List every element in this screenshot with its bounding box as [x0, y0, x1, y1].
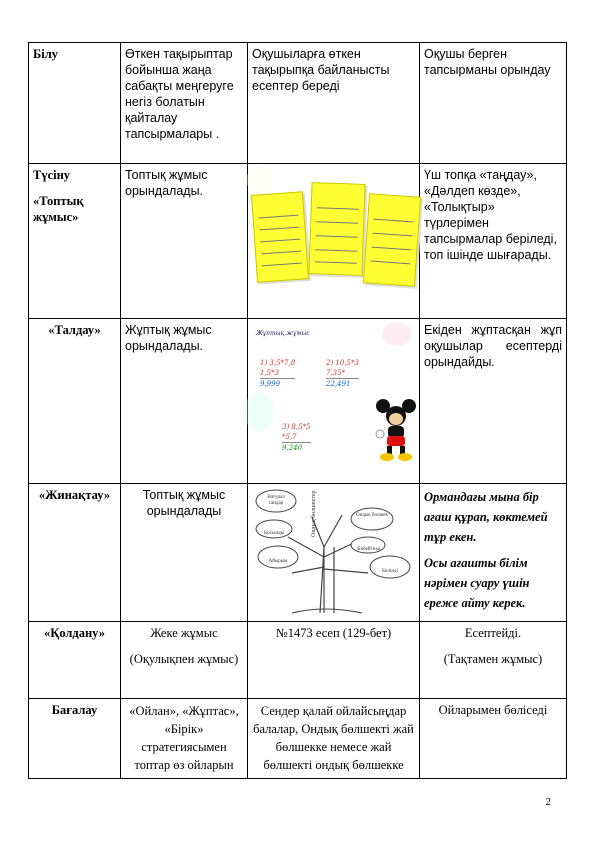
- task-card-choice: [251, 191, 309, 282]
- stage-cell: «Жинақтау»: [29, 484, 121, 622]
- student-activity-cell: [420, 484, 567, 622]
- pair-problem-2: 2) 10,5*3: [326, 359, 359, 367]
- work-type-cell: Топтық жұмыс орындалады: [121, 484, 248, 622]
- tree-leaf-label: Натурал сандар: [267, 495, 285, 506]
- student-activity-cell: Оқушы берген тапсырманы орындау: [420, 43, 567, 164]
- student-activity-cell: Ойларымен бөліседі: [420, 699, 567, 779]
- knowledge-tree-illustration: [252, 487, 415, 615]
- stage-title: Түсіну: [33, 168, 71, 182]
- work-type-cell: Топтық жұмыс орындалады.: [121, 164, 248, 319]
- teacher-activity-cell: Сендер қалай ойлайсыңдар балалар, Ондық бөлшекті жай бөлшекке немесе жай бөлшекті ондық бөлшекке: [248, 699, 420, 779]
- instruction-paragraph: Осы ағашты білім нәрімен суару үшін ереже айту керек.: [424, 556, 530, 610]
- lesson-plan-table: [28, 42, 567, 779]
- student-activity-line: Есептейді.: [464, 626, 522, 640]
- student-activity-cell: Екіден жұптасқан жұп оқушылар есептерді орындайды.: [420, 319, 567, 484]
- pair-result-1: 9,999: [260, 378, 295, 389]
- teacher-activity-cell: [248, 484, 420, 622]
- tree-leaf-label: Көбейтінді: [357, 547, 381, 552]
- pair-result-3: 9,240: [282, 442, 311, 453]
- work-type-cell: Өткен тақырыптар бойынша жаңа сабақты меңгеруге негіз болатын қайталау тапсырмалары .: [121, 43, 248, 164]
- pair-problem-3b: *5,7: [282, 433, 297, 441]
- teacher-activity-cell: [248, 319, 420, 484]
- student-activity-cell: [420, 622, 567, 699]
- work-type-cell: «Ойлан», «Жұптас», «Бірік» стратегиясымен топтар өз ойларын: [121, 699, 248, 779]
- stage-cell: Бағалау: [29, 699, 121, 779]
- pair-problem-2b: 7,35*: [326, 369, 346, 377]
- table-row: [29, 164, 567, 319]
- work-type-cell: [121, 622, 248, 699]
- teacher-activity-cell: Оқушыларға өткен тақырыпқа байланысты есептер береді: [248, 43, 420, 164]
- table-row: [29, 622, 567, 699]
- pair-work-illustration: [252, 322, 415, 472]
- tree-leaf-label: Айырым: [268, 559, 288, 564]
- task-card-target: [308, 182, 365, 276]
- table-row: [29, 484, 567, 622]
- stage-cell: Білу: [29, 43, 121, 164]
- work-type-line: (Оқулықпен жұмыс): [129, 652, 239, 666]
- group-tasks-illustration: [252, 167, 415, 312]
- table-row: [29, 319, 567, 484]
- pair-result-2: 22,491: [326, 378, 359, 389]
- work-type-cell: Жұптық жұмыс орындалады.: [121, 319, 248, 484]
- stage-cell: [29, 164, 121, 319]
- tree-leaf-label: Бөлінді: [382, 569, 398, 574]
- pair-problem-1: 1) 3,5*7,8: [260, 359, 296, 367]
- cartoon-mouse-icon: [374, 398, 418, 462]
- task-card-complete: [363, 193, 421, 286]
- table-row: [29, 43, 567, 164]
- tree-leaf-label: Ондық бөлшек: [356, 513, 388, 518]
- page-number: 2: [545, 796, 551, 808]
- work-type-line: Жеке жұмыс: [150, 626, 218, 640]
- instruction-paragraph: Ормандағы мына бір ағаш құрап, көктемей тұр екен.: [424, 490, 548, 544]
- stage-subtitle: «Топтық жұмыс»: [33, 194, 84, 224]
- tree-leaf-label: Қосынды: [263, 531, 285, 536]
- stage-cell: «Қолдану»: [29, 622, 121, 699]
- table-row: [29, 699, 567, 779]
- stage-cell: «Талдау»: [29, 319, 121, 484]
- student-activity-line: (Тақтамен жұмыс): [443, 652, 543, 666]
- teacher-activity-cell: №1473 есеп (129-бет): [248, 622, 420, 699]
- pair-problem-1b: 1,5*3: [260, 369, 280, 377]
- tree-trunk-label: Ондық бөлшектер: [311, 490, 317, 537]
- teacher-activity-cell: [248, 164, 420, 319]
- pair-problem-3: 3) 8,5*5: [282, 423, 311, 431]
- student-activity-cell: Үш топқа «таңдау», «Дәлдеп көзде», «Толықтыр» түрлерімен тапсырмалар беріледі, топ ішінде шығарады.: [420, 164, 567, 319]
- pair-work-title: Жұптық жұмыс: [256, 330, 310, 337]
